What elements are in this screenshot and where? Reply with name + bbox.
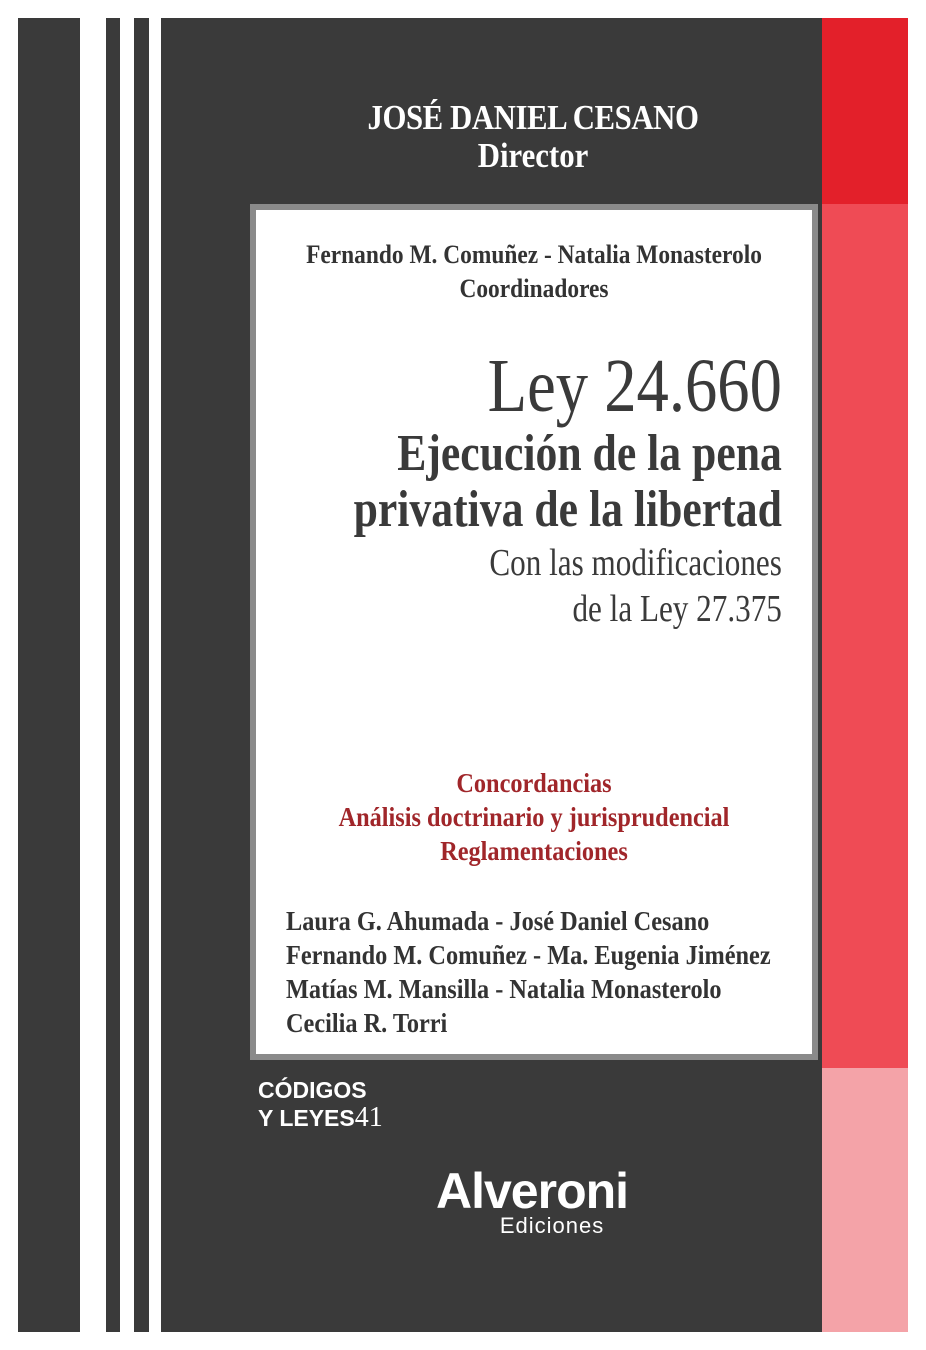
coordinators-names: Fernando M. Comuñez - Natalia Monasterolo <box>306 240 762 269</box>
title-line-1: Ejecución de la pena <box>397 425 782 482</box>
white-stripe <box>80 18 106 1332</box>
director-block <box>248 98 818 176</box>
feature-item: Análisis doctrinario y jurisprudencial <box>338 802 730 832</box>
red-color-column <box>822 18 908 1332</box>
coordinators-role: Coordinadores <box>459 274 609 303</box>
director-role: Director <box>477 136 589 175</box>
publisher-name: Alveroni <box>436 1163 629 1219</box>
collection-line-2: Y LEYES <box>258 1105 355 1131</box>
feature-item: Reglamentaciones <box>440 836 628 866</box>
author-line: Laura G. Ahumada - José Daniel Cesano <box>286 906 710 936</box>
title-panel <box>250 204 818 1060</box>
collection-number: 41 <box>354 1102 383 1133</box>
book-cover <box>18 18 908 1332</box>
book-title <box>272 346 782 630</box>
author-line: Cecilia R. Torri <box>286 1008 448 1038</box>
collection-label <box>258 1076 383 1132</box>
white-stripe <box>120 18 134 1332</box>
red-block-middle <box>822 204 908 1068</box>
features-list <box>256 766 812 868</box>
subtitle-line-1: Con las modificaciones <box>489 542 782 584</box>
director-name: JOSÉ DANIEL CESANO <box>367 98 699 137</box>
author-line: Matías M. Mansilla - Natalia Monasterolo <box>286 974 722 1004</box>
publisher-sub: Ediciones <box>499 1213 605 1238</box>
publisher-logo <box>436 1163 629 1238</box>
red-block-bottom <box>822 1068 908 1332</box>
white-stripe <box>149 18 161 1332</box>
author-line: Fernando M. Comuñez - Ma. Eugenia Jiménez <box>286 940 771 970</box>
red-block-top <box>822 18 908 204</box>
law-number: Ley 24.660 <box>487 344 782 428</box>
authors-list <box>286 904 824 1040</box>
title-line-2: privativa de la libertad <box>353 481 782 538</box>
feature-item: Concordancias <box>456 768 612 798</box>
subtitle-line-2: de la Ley 27.375 <box>572 588 782 630</box>
collection-line-1: CÓDIGOS <box>258 1077 367 1103</box>
